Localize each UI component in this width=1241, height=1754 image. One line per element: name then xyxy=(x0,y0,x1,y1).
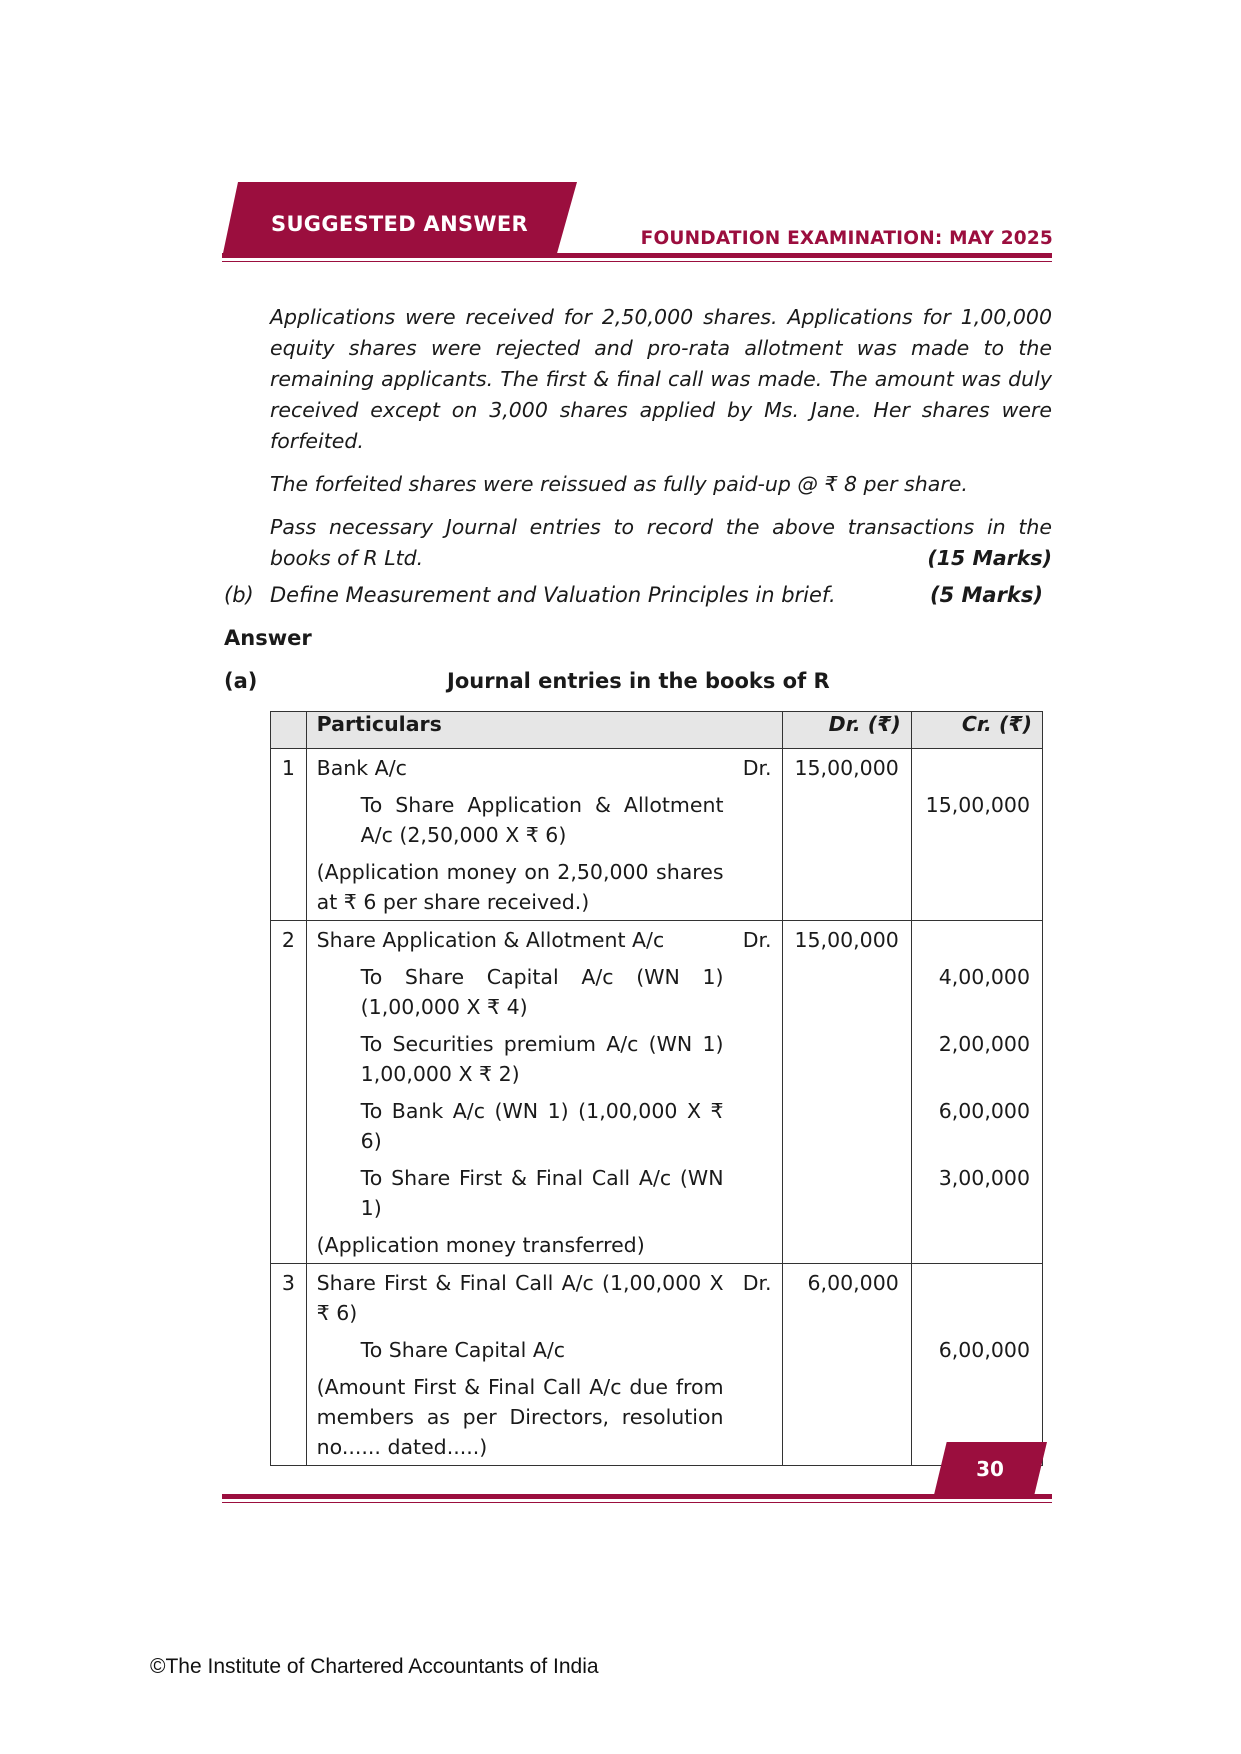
page-number: 30 xyxy=(976,1457,1004,1481)
table-row xyxy=(271,1159,1043,1226)
exam-title: FOUNDATION EXAMINATION: MAY 2025 xyxy=(640,228,1053,249)
entry-2-sn: 2 xyxy=(281,928,295,952)
table-row xyxy=(271,921,1043,959)
entry-2-credit-1: To Share Capital A/c (WN 1) (1,00,000 X ₹ 4) xyxy=(360,965,724,1019)
entry-2-debit-amount: 15,00,000 xyxy=(794,928,899,952)
entry-2-credit-4: To Share First & Final Call A/c (WN 1) xyxy=(360,1166,724,1220)
table-header-row xyxy=(271,712,1043,749)
table-row xyxy=(271,853,1043,921)
entry-1-narration: (Application money on 2,50,000 shares at ₹ 6 per share received.) xyxy=(316,860,724,914)
part-b-label: (b) xyxy=(224,583,254,607)
entry-2-credit-2-amount: 2,00,000 xyxy=(938,1032,1030,1056)
question-para-1: Applications were received for 2,50,000 shares. Applications for 1,00,000 equity shares were rejected and pro-rata allotment was made to the remaining applicants. The first & final call was made. The amount was duly received except on 3,000 shares applied by Ms. Jane. Her shares were forfeited. xyxy=(270,305,1052,453)
header-tab-label: SUGGESTED ANSWER xyxy=(271,212,528,236)
table-row xyxy=(271,1226,1043,1264)
entry-3-debit: Share First & Final Call A/c (1,00,000 X ₹ 6) xyxy=(316,1271,724,1325)
entry-1-dr-mark: Dr. xyxy=(742,756,772,780)
table-row xyxy=(271,1331,1043,1368)
entry-3-narration: (Amount First & Final Call A/c due from members as per Directors, resolution no...... dated.....) xyxy=(316,1375,724,1459)
entry-1-debit: Bank A/c xyxy=(316,756,407,780)
entry-1-credit-1-amount: 15,00,000 xyxy=(925,793,1030,817)
entry-2-credit-2: To Securities premium A/c (WN 1) 1,00,000 X ₹ 2) xyxy=(360,1032,724,1086)
question-para-2: The forfeited shares were reissued as fully paid-up @ ₹ 8 per share. xyxy=(270,472,968,496)
answer-heading: Answer xyxy=(224,626,312,650)
copyright: ©The Institute of Chartered Accountants of India xyxy=(150,1655,599,1678)
entry-2-credit-4-amount: 3,00,000 xyxy=(938,1166,1030,1190)
table-row xyxy=(271,1264,1043,1332)
entry-2-narration: (Application money transferred) xyxy=(316,1233,645,1257)
marks-b: (5 Marks) xyxy=(929,583,1043,607)
entry-3-credit-1-amount: 6,00,000 xyxy=(938,1338,1030,1362)
header-dr: Dr. (₹) xyxy=(782,712,911,749)
footer-rule-thin xyxy=(222,1502,1052,1503)
question-block xyxy=(270,302,1052,586)
journal-table xyxy=(270,711,1043,1466)
header-rule-thin xyxy=(222,261,1052,262)
table-row xyxy=(271,749,1043,787)
header-sn xyxy=(271,712,307,749)
entry-1-credit-1: To Share Application & Allotment A/c (2,50,000 X ₹ 6) xyxy=(360,793,724,847)
part-b-text: Define Measurement and Valuation Principles in brief. xyxy=(270,583,836,607)
table-title: Journal entries in the books of R xyxy=(447,669,830,693)
footer-rule xyxy=(222,1494,1052,1499)
table-row xyxy=(271,1368,1043,1466)
entry-2-dr-mark: Dr. xyxy=(742,928,772,952)
entry-3-debit-amount: 6,00,000 xyxy=(807,1271,899,1295)
header-particulars: Particulars xyxy=(306,712,782,749)
entry-2-debit: Share Application & Allotment A/c xyxy=(316,928,665,952)
entry-1-debit-amount: 15,00,000 xyxy=(794,756,899,780)
entry-2-credit-3: To Bank A/c (WN 1) (1,00,000 X ₹ 6) xyxy=(360,1099,724,1153)
table-row xyxy=(271,1092,1043,1159)
table-row xyxy=(271,958,1043,1025)
marks-a: (15 Marks) xyxy=(927,546,1052,570)
entry-3-dr-mark: Dr. xyxy=(742,1271,772,1295)
entry-3-sn: 3 xyxy=(281,1271,295,1295)
table-row xyxy=(271,786,1043,853)
header-cr: Cr. (₹) xyxy=(911,712,1042,749)
entry-3-credit-1: To Share Capital A/c xyxy=(360,1338,566,1362)
answer-part-label: (a) xyxy=(224,669,258,693)
question-para-3-text: Pass necessary Journal entries to record the above transactions in the books of R Ltd. xyxy=(270,515,1052,570)
header-rule xyxy=(222,253,1052,258)
table-row xyxy=(271,1025,1043,1092)
question-para-3 xyxy=(270,512,1052,574)
entry-1-sn: 1 xyxy=(281,756,295,780)
entry-2-credit-1-amount: 4,00,000 xyxy=(938,965,1030,989)
entry-2-credit-3-amount: 6,00,000 xyxy=(938,1099,1030,1123)
